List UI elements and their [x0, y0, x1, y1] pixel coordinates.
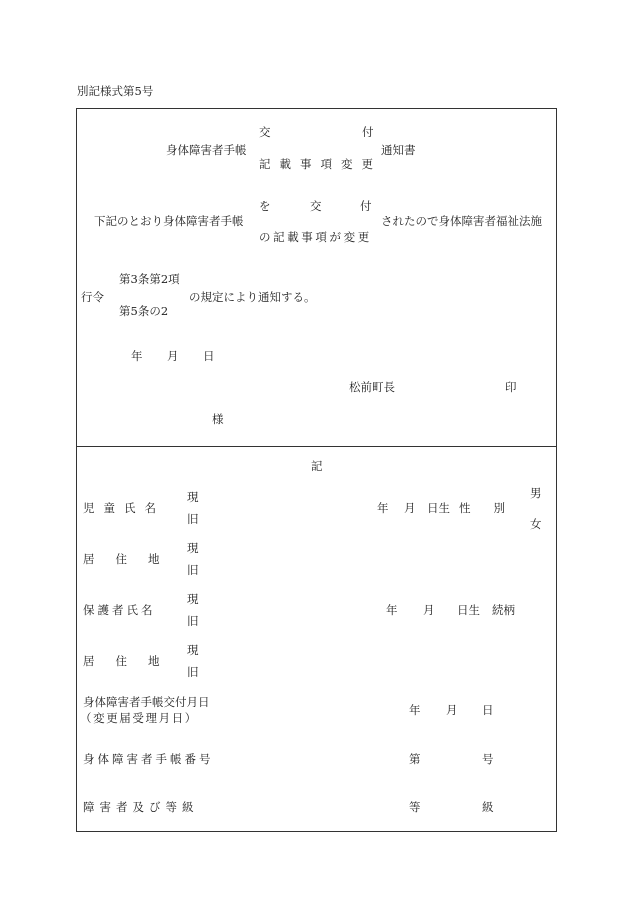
- notice-body-lead: 下記のとおり身体障害者手帳: [94, 214, 244, 228]
- child-address-label: 居住地: [83, 552, 181, 566]
- issuer-name: 松前町長: [349, 380, 395, 394]
- change-accept-date-label: （変更届受理月日）: [80, 711, 198, 725]
- notice-body-tail: されたので身体障害者福祉法施: [381, 214, 542, 228]
- frame-right-border: [556, 108, 557, 832]
- child-birth-day: 日生: [427, 501, 450, 515]
- option-change: 記載事項変更: [259, 157, 382, 171]
- form-title: 別記様式第5号: [77, 84, 154, 98]
- issue-date-label: 身体障害者手帳交付月日: [83, 695, 210, 709]
- sex-male-option: 男: [530, 486, 542, 500]
- grade-suffix: 級: [482, 800, 494, 814]
- notice-provision: の規定により通知する。: [189, 290, 316, 304]
- body-option-a1: を: [259, 199, 271, 213]
- number-prefix: 第: [409, 752, 421, 766]
- seal-mark: 印: [505, 380, 517, 394]
- issue-year: 年: [409, 703, 421, 717]
- number-suffix: 号: [482, 752, 494, 766]
- guardian-birth-day: 日生: [457, 603, 480, 617]
- guardian-birth-month: 月: [423, 603, 435, 617]
- guardian-former-label: 旧: [187, 614, 199, 628]
- frame-left-border: [76, 108, 77, 832]
- child-current-label: 現: [187, 490, 199, 504]
- guardian-current-label: 現: [187, 592, 199, 606]
- date-day: 日: [203, 349, 215, 363]
- addressee-honorific: 様: [212, 412, 224, 426]
- guardian-name-label: 保護者氏名: [83, 603, 156, 617]
- sex-female-option: 女: [530, 517, 542, 531]
- address-former-label: 旧: [187, 563, 199, 577]
- notice-tail: 通知書: [381, 143, 416, 157]
- child-birth-month: 月: [404, 501, 416, 515]
- grade-prefix: 等: [409, 800, 421, 814]
- guardian-address-current-label: 現: [187, 643, 199, 657]
- frame-bottom-border: [76, 831, 557, 832]
- body-option-b: の記載事項が変更: [259, 230, 372, 244]
- address-current-label: 現: [187, 541, 199, 555]
- handbook-number-label: 身体障害者手帳番号: [83, 752, 214, 766]
- article-option-1: 第3条第2項: [119, 272, 180, 286]
- guardian-relationship-label: 続柄: [492, 603, 515, 617]
- guardian-address-label: 居住地: [83, 654, 181, 668]
- date-month: 月: [167, 349, 179, 363]
- child-birth-year: 年: [377, 501, 389, 515]
- disability-grade-label: 障害者及び等級: [83, 800, 199, 814]
- option-issue-a: 交: [259, 125, 271, 139]
- frame-top-border: [76, 108, 557, 109]
- notice-ordinance: 行令: [81, 290, 104, 304]
- notice-handbook-title: 身体障害者手帳: [166, 143, 247, 157]
- details-heading: 記: [311, 459, 323, 473]
- body-option-a2: 交: [310, 199, 322, 213]
- guardian-birth-year: 年: [386, 603, 398, 617]
- article-option-2: 第5条の2: [119, 304, 169, 318]
- section-divider: [76, 446, 557, 447]
- date-year: 年: [131, 349, 143, 363]
- child-former-label: 旧: [187, 512, 199, 526]
- issue-month: 月: [446, 703, 458, 717]
- body-option-a3: 付: [360, 199, 372, 213]
- issue-day: 日: [482, 703, 494, 717]
- option-issue-b: 付: [362, 125, 374, 139]
- child-sex-label: 性別: [459, 501, 528, 515]
- guardian-address-former-label: 旧: [187, 665, 199, 679]
- child-name-label: 児童氏名: [83, 501, 165, 515]
